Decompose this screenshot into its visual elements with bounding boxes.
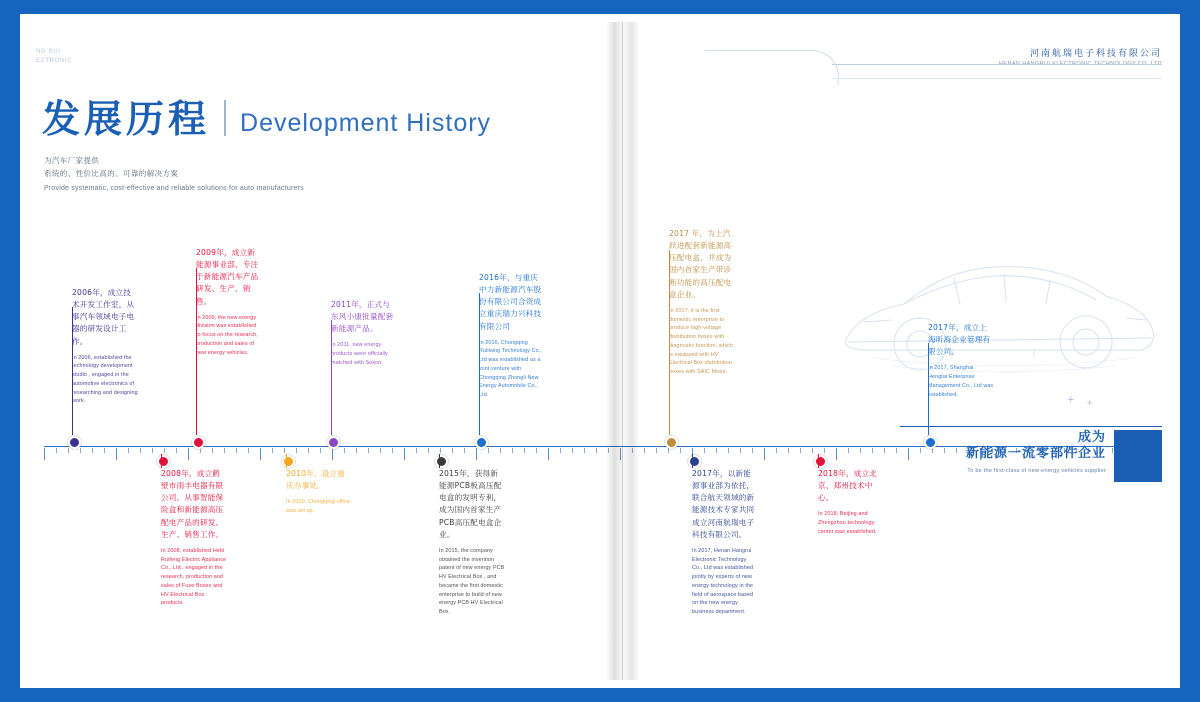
timeline-marker bbox=[327, 436, 340, 449]
timeline-tick bbox=[356, 448, 357, 453]
timeline-event bbox=[669, 228, 735, 377]
timeline-tick bbox=[44, 448, 45, 460]
timeline-event-text-en: In 2011, new energy products were officially matched with Sokon. bbox=[331, 342, 388, 366]
timeline-tick bbox=[164, 448, 165, 453]
timeline-event bbox=[928, 322, 994, 399]
timeline-marker bbox=[282, 455, 295, 468]
timeline-tick bbox=[608, 448, 609, 453]
page-spread bbox=[28, 22, 1172, 680]
timeline-event-text-cn: 2016年，与重庆中力新能源汽车股份有限公司合资成立重庆瑞力兴科技有限公司 bbox=[479, 273, 542, 331]
timeline-event-text-en: In 2009, the new energy division was established to focus on the research, production and sales of new energy vehicles. bbox=[196, 314, 258, 356]
title-divider bbox=[224, 100, 226, 136]
timeline-event-text-en: In 2017, Shanghai Hengtai Enterprise Management Co., Ltd was established. bbox=[928, 365, 994, 398]
timeline-tick bbox=[560, 448, 561, 453]
timeline-tick bbox=[392, 448, 393, 453]
timeline-tick bbox=[752, 448, 753, 453]
timeline-tick bbox=[500, 448, 501, 453]
timeline-tick bbox=[104, 448, 105, 453]
timeline-tick bbox=[332, 448, 333, 460]
brand-line-2: ECTRONIC bbox=[36, 58, 73, 64]
timeline-tick bbox=[860, 448, 861, 453]
timeline-event bbox=[161, 468, 227, 608]
timeline-tick bbox=[596, 448, 597, 453]
page-title bbox=[42, 97, 492, 141]
timeline-tick bbox=[176, 448, 177, 453]
timeline-tick bbox=[776, 448, 777, 453]
slogan-line-3: To be the first-class of new-energy vehicles supplier bbox=[967, 467, 1106, 474]
company-name-cn: 河南航瑞电子科技有限公司 bbox=[1029, 48, 1162, 58]
car-illustration bbox=[834, 172, 1164, 412]
timeline-tick bbox=[656, 448, 657, 453]
timeline-tick bbox=[128, 448, 129, 453]
timeline-tick bbox=[80, 448, 81, 453]
timeline-tick bbox=[584, 448, 585, 453]
timeline-tick bbox=[236, 448, 237, 453]
timeline-tick bbox=[440, 448, 441, 453]
timeline-tick bbox=[92, 448, 93, 453]
subtitle-cn-line-1: 为汽车厂家提供 bbox=[44, 156, 100, 165]
timeline-marker bbox=[157, 455, 170, 468]
timeline-tick bbox=[140, 448, 141, 453]
timeline-tick bbox=[56, 448, 57, 453]
timeline-tick bbox=[632, 448, 633, 453]
timeline-marker bbox=[68, 436, 81, 449]
timeline-tick bbox=[308, 448, 309, 453]
subtitle-cn-line-2: 系统的、性价比高的、可靠的解决方案 bbox=[44, 169, 179, 179]
timeline-tick bbox=[260, 448, 261, 460]
timeline-event-text-en: In 2018, Beijing and Zhengzhou technology center was established. bbox=[818, 511, 877, 535]
brand-line-1: NG RUI bbox=[36, 49, 61, 55]
timeline-tick bbox=[320, 448, 321, 453]
timeline-event-text-cn: 2010年，设立重庆办事处。 bbox=[286, 469, 346, 491]
timeline-tick bbox=[368, 448, 369, 453]
timeline-tick bbox=[524, 448, 525, 453]
timeline-event-text-cn: 2006年，成立技术开发工作室，从事汽车领域电子电器的研发设计工作。 bbox=[72, 288, 135, 346]
timeline-marker bbox=[475, 436, 488, 449]
timeline-tick bbox=[476, 448, 477, 460]
timeline-event-text-cn: 2015年，获得新能源PCB板高压配电盒的发明专利，成为国内首家生产PCB高压配电盒企业。 bbox=[439, 469, 502, 539]
timeline-event-text-en: In 2010, Chongqing office was set up. bbox=[286, 499, 350, 515]
timeline-marker bbox=[814, 455, 827, 468]
timeline-connector bbox=[818, 454, 819, 468]
page-gutter-shadow bbox=[606, 22, 640, 680]
page-title-cn: 发展历程 bbox=[42, 97, 211, 141]
brand-mark bbox=[36, 48, 72, 66]
timeline-event bbox=[818, 468, 884, 537]
timeline-connector bbox=[161, 454, 162, 468]
timeline-tick bbox=[536, 448, 537, 453]
header-rule-top bbox=[832, 64, 1162, 65]
timeline-tick bbox=[764, 448, 765, 460]
timeline-event bbox=[286, 468, 352, 516]
timeline-event-text-cn: 2009年，成立新能源事业部，专注于新能源汽车产品研发、生产、销售。 bbox=[196, 248, 259, 306]
timeline-tick bbox=[404, 448, 405, 460]
timeline-event-text-cn: 2008年，成立鹤壁市雨丰电器有限公司，从事智能保险盒和新能源高压配电产品的研发、生产、销售工作。 bbox=[161, 469, 224, 539]
slogan-text bbox=[900, 430, 1114, 482]
page-subtitle bbox=[44, 154, 304, 196]
timeline-connector bbox=[439, 454, 440, 468]
timeline-tick bbox=[728, 448, 729, 453]
timeline-tick bbox=[344, 448, 345, 453]
timeline-tick bbox=[212, 448, 213, 453]
page-fold-line bbox=[622, 22, 623, 680]
timeline-tick bbox=[428, 448, 429, 453]
timeline-tick bbox=[464, 448, 465, 453]
timeline-tick bbox=[788, 448, 789, 453]
timeline-event bbox=[692, 468, 758, 617]
timeline-tick bbox=[68, 448, 69, 453]
slogan-rule bbox=[900, 426, 1162, 427]
timeline-tick bbox=[740, 448, 741, 453]
plus-decoration-2: + bbox=[1086, 398, 1092, 408]
timeline-tick bbox=[620, 448, 621, 460]
subtitle-en: Provide systematic, cost-effective and reliable solutions for auto manufacturers bbox=[44, 185, 304, 193]
timeline-event bbox=[331, 299, 397, 368]
timeline-event-text-en: In 2015, the company obtained the invention patent of new energy PCB HV Electrical Box , and became the first domestic enterprise to build of new energy PCB HV Electrical Box. bbox=[439, 547, 505, 616]
timeline-tick bbox=[896, 448, 897, 453]
timeline-tick bbox=[488, 448, 489, 453]
timeline-tick bbox=[704, 448, 705, 453]
slogan-line-1: 成为 bbox=[1077, 430, 1106, 445]
timeline-tick bbox=[188, 448, 189, 460]
timeline-tick bbox=[548, 448, 549, 460]
timeline-event-text-cn: 2017年，成立上海昕海企业管理有限公司。 bbox=[928, 323, 991, 357]
timeline-event-text-en: In 2016, Chongqing Ruilixing Technology Co., Ltd was established as a joint venture with Chongqing Zhongli New Energy Automobile Co., Ltd. bbox=[479, 339, 542, 399]
timeline-event-text-cn: 2011年，正式与东风小康批量配套新能源产品。 bbox=[331, 300, 394, 334]
timeline-tick bbox=[380, 448, 381, 453]
timeline-marker bbox=[688, 455, 701, 468]
slogan-line-2: 新能源一流零部件企业 bbox=[965, 446, 1106, 462]
timeline-tick bbox=[248, 448, 249, 453]
timeline-marker bbox=[192, 436, 205, 449]
timeline-tick bbox=[296, 448, 297, 453]
timeline-event-text-en: In 2017, Henan Hangrui Electronic Technology Co., Ltd was established jointly by experts of new energy technology in the field of aerospace based on the new energy business department. bbox=[692, 547, 754, 616]
timeline-tick bbox=[680, 448, 681, 453]
timeline-tick bbox=[800, 448, 801, 453]
timeline-tick bbox=[872, 448, 873, 453]
timeline-tick bbox=[152, 448, 153, 453]
timeline-event-text-cn: 2017年，以新能源事业部为依托，联合航天领域的新能源技术专家共同成立河南航瑞电子科技有限公司。 bbox=[692, 469, 755, 539]
timeline-tick bbox=[836, 448, 837, 460]
timeline-tick bbox=[644, 448, 645, 453]
timeline-tick bbox=[416, 448, 417, 453]
timeline-tick bbox=[512, 448, 513, 453]
timeline-event-text-en: In 2017, it is the first domestic enterprise to produce high-voltage distribution boxes with diagnostic function, which is equipped with HV Electrical Box distribution boxes with SAIC Motor. bbox=[669, 307, 734, 376]
slogan-block bbox=[900, 430, 1162, 482]
page-title-en: Development History bbox=[240, 109, 492, 137]
timeline-connector bbox=[692, 454, 693, 468]
header-rule-bottom bbox=[832, 78, 1162, 79]
timeline-tick bbox=[116, 448, 117, 460]
timeline-marker bbox=[665, 436, 678, 449]
timeline-tick bbox=[716, 448, 717, 453]
timeline-event-text-cn: 2018年，成立北京、郑州技术中心。 bbox=[818, 469, 878, 503]
timeline-tick bbox=[272, 448, 273, 453]
timeline-event bbox=[439, 468, 505, 617]
timeline-tick bbox=[848, 448, 849, 453]
timeline-tick bbox=[224, 448, 225, 453]
timeline-tick bbox=[452, 448, 453, 453]
header-swoosh-decoration bbox=[697, 50, 845, 85]
timeline-marker bbox=[435, 455, 448, 468]
slogan-color-block bbox=[1114, 430, 1162, 482]
timeline-event-text-en: In 2008, established Hebi Ruifeng Electric Appliance Co., Ltd., engaged in the research, production and sales of Fuse Boxes and HV Electrical Box products. bbox=[161, 547, 227, 607]
timeline-connector bbox=[286, 454, 287, 468]
timeline-event bbox=[72, 287, 138, 406]
timeline-tick bbox=[572, 448, 573, 453]
timeline-tick bbox=[812, 448, 813, 453]
timeline-tick bbox=[884, 448, 885, 453]
timeline-tick bbox=[284, 448, 285, 453]
timeline-tick bbox=[824, 448, 825, 453]
timeline-event bbox=[479, 272, 545, 400]
timeline-event-text-en: In 2006, established the technology development studio , engaged in the automotive electronics of researching and designing work. bbox=[72, 354, 138, 405]
plus-decoration-1: + bbox=[1067, 394, 1074, 406]
timeline-event bbox=[196, 247, 262, 357]
timeline-event-text-cn: 2017 年，为上汽跃进配套新能源高压配电盒，并成为国内首家生产带诊断功能的高压配电盒企业。 bbox=[669, 229, 732, 299]
